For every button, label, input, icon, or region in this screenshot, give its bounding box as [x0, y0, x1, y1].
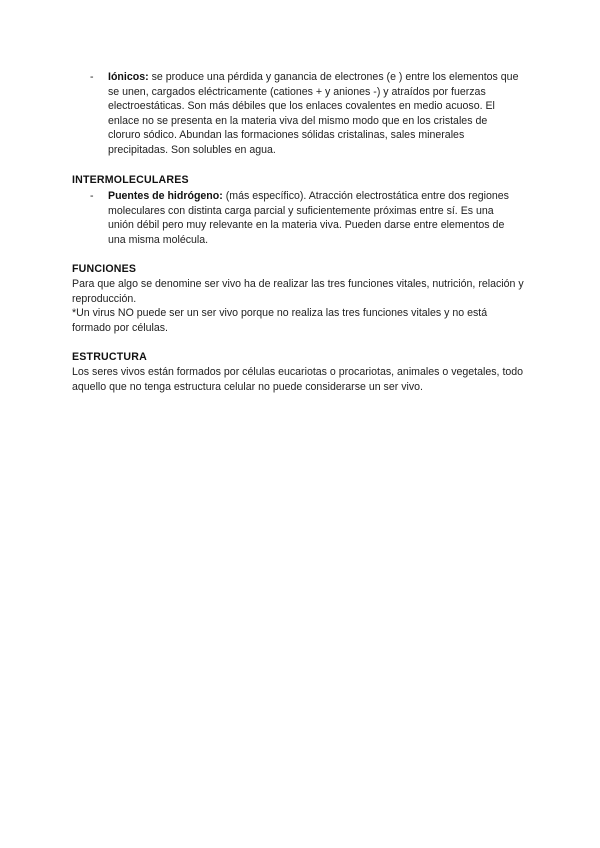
bullet-body: [108, 70, 522, 158]
bullet-body: [108, 189, 522, 247]
bullet-dash: -: [90, 190, 94, 202]
funciones-paragraph-2: *Un virus NO puede ser un ser vivo porque no realiza las tres funciones vitales y no está formado por células.: [72, 307, 488, 334]
heading-funciones: FUNCIONES: [72, 263, 137, 275]
term-puentes-hidrogeno: Puentes de hidrógeno:: [108, 190, 223, 202]
term-ionicos: Iónicos:: [108, 71, 149, 83]
funciones-paragraph-1: Para que algo se denomine ser vivo ha de realizar las tres funciones vitales, nutrición, relación y reproducción.: [72, 278, 524, 305]
bullet-dash: -: [90, 71, 94, 83]
bullet-ionicos: [90, 70, 522, 158]
heading-estructura: ESTRUCTURA: [72, 351, 147, 363]
heading-intermoleculares: INTERMOLECULARES: [72, 174, 189, 186]
puentes-description: (más específico). Atracción electrostática entre dos regiones moleculares con distinta carga parcial y suficientemente próximas entre sí. Es una unión débil pero muy relevante en la materia viva. Pueden darse entre elementos de una misma molécula.: [108, 190, 509, 246]
estructura-paragraph: Los seres vivos están formados por células eucariotas o procariotas, animales o vegetales, todo aquello que no tenga estructura celular no puede considerarse un ser vivo.: [72, 366, 524, 393]
ionicos-description: se produce una pérdida y ganancia de electrones (e ) entre los elementos que se unen, cargados eléctricamente (cationes + y aniones -) y atraídos por fuerzas electroestáticas. Son más débiles que los enlaces covalentes en medio acuoso. El enlace no se presenta en la materia viva del mismo modo que en los cristales de cloruro sódico. Abundan las formaciones sólidas cristalinas, sales minerales precipitadas. Son solubles en agua.: [108, 71, 519, 156]
bullet-puentes-hidrogeno: [90, 189, 522, 247]
